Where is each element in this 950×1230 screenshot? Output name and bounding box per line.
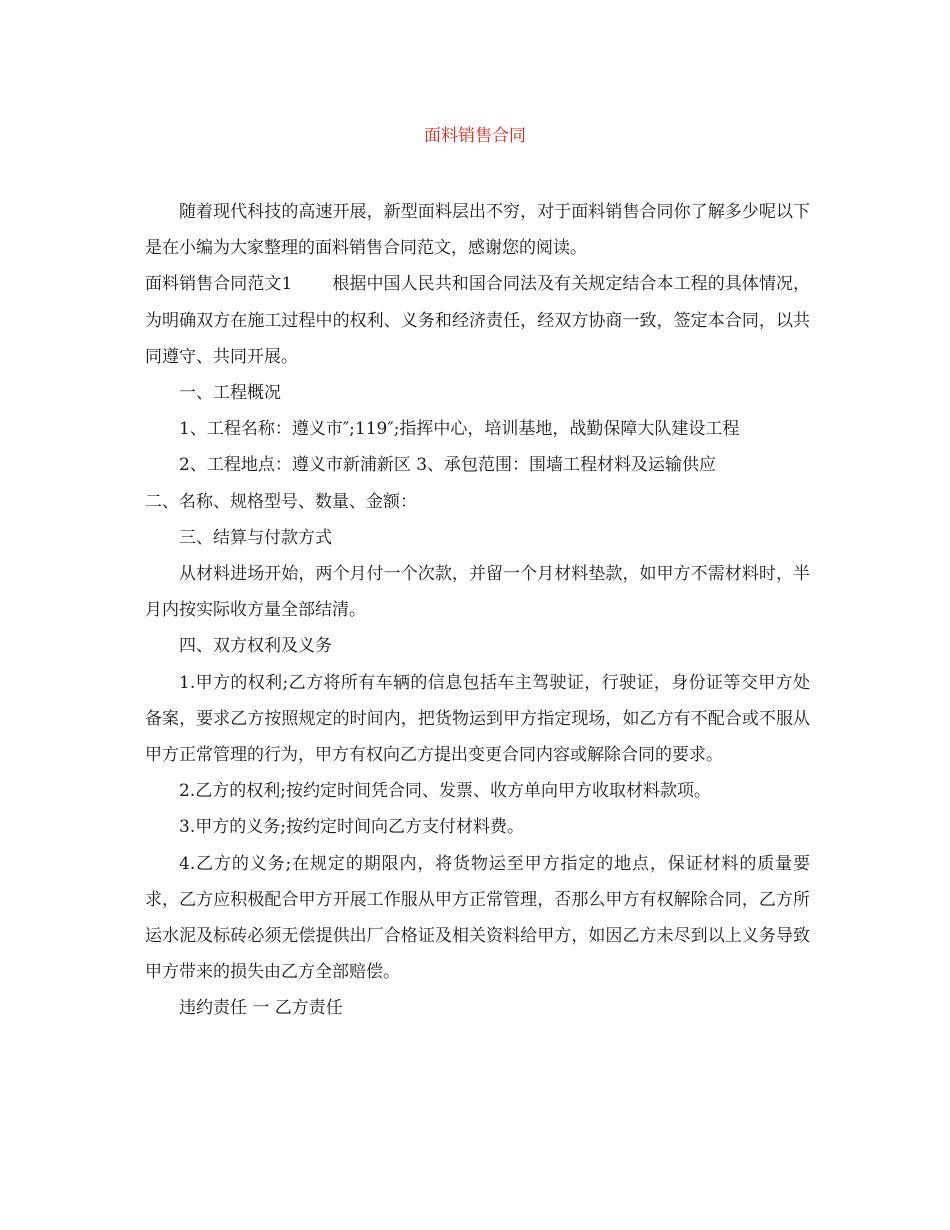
payment-paragraph: 从材料进场开始，两个月付一个次款，并留一个月材料垫款，如甲方不需材料时，半月内按实际收方量全部结清。 [145,564,810,621]
sample-heading-text: 根据中国人民共和国合同法及有关规定结合本工程的具体情况，为明确双方在施工过程中的权利、义务和经济责任，经双方协商一致，签定本合同，以共同遵守、共同开展。 [145,274,811,367]
party-b-duties: 4.乙方的义务;在规定的期限内，将货物运至甲方指定的地点，保证材料的质量要求，乙方应积极配合甲方开展工作服从甲方正常管理，否那么甲方有权解除合同，乙方所运水泥及标砖必须无偿提供出厂合格证及相关资料给甲方，如因乙方未尽到以上义务导致甲方带来的损失由乙方全部赔偿。 [145,853,810,983]
section-heading-4: 四、双方权利及义务 [179,636,332,657]
project-location-item: 2、工程地点：遵义市新浦新区 3、承包范围：围墙工程材料及运输供应 [179,455,717,476]
document-body [145,194,810,1027]
section-heading-3: 三、结算与付款方式 [179,527,332,548]
sample-paragraph [145,266,810,375]
party-a-rights: 1.甲方的权利;乙方将所有车辆的信息包括车主驾驶证，行驶证，身份证等交甲方处备案，要求乙方按照规定的时间内，把货物运到甲方指定现场，如乙方有不配合或不服从甲方正常管理的行为，甲方有权向乙方提出变更合同内容或解除合同的要求。 [145,672,810,766]
project-name-item: 1、工程名称：遵义市″;119″;指挥中心，培训基地，战勤保障大队建设工程 [179,419,740,440]
document-title: 面料销售合同 [424,126,526,146]
breach-heading: 违约责任 一 乙方责任 [179,998,343,1019]
sample-heading-label: 面料销售合同范文1 [145,274,293,295]
party-b-rights: 2.乙方的权利;按约定时间凭合同、发票、收方单向甲方收取材料款项。 [179,781,711,802]
party-a-duties: 3.甲方的义务;按约定时间向乙方支付材料费。 [179,817,524,838]
section-heading-2: 二、名称、规格型号、数量、金额： [145,491,417,512]
intro-paragraph: 随着现代科技的高速开展，新型面料层出不穷，对于面料销售合同你了解多少呢以下是在小编为大家整理的面料销售合同范文，感谢您的阅读。 [145,202,810,259]
section-heading-1: 一、工程概况 [179,383,281,404]
